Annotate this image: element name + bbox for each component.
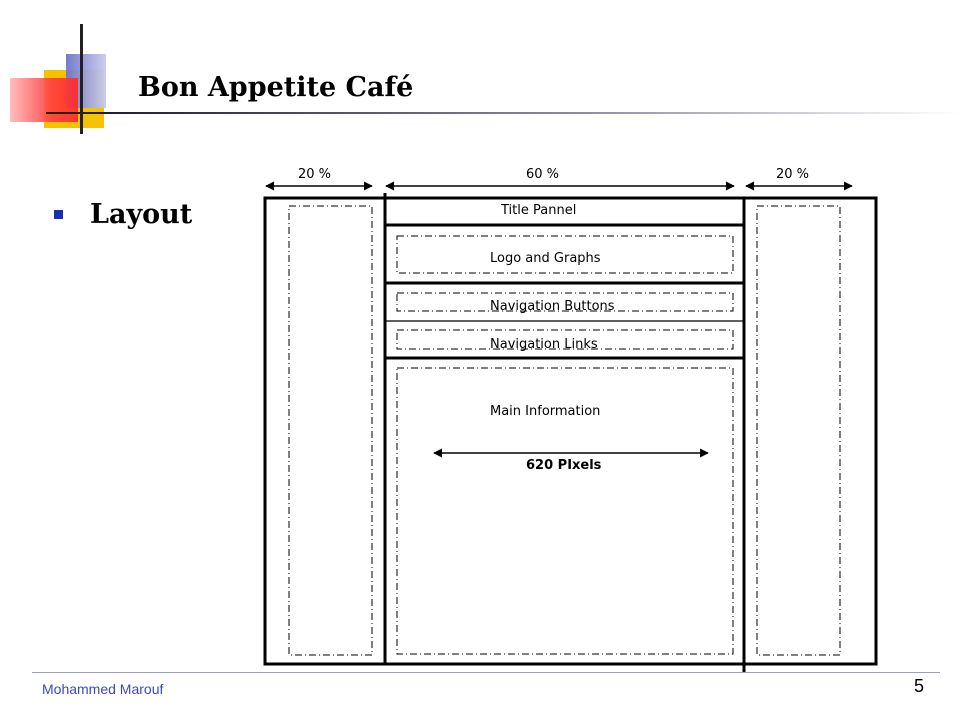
title-panel-label: Title Pannel <box>501 203 577 218</box>
navigation-links-label: Navigation Links <box>490 337 598 352</box>
main-information-label: Main Information <box>490 404 601 419</box>
content-width-label: 620 PIxels <box>526 458 602 473</box>
bullet-layout-text: Layout <box>90 199 193 230</box>
right-percent-label: 20 % <box>776 167 810 182</box>
footer-author: Mohammed Marouf <box>42 681 164 697</box>
page-number: 5 <box>914 676 925 696</box>
slide-title: Bon Appetite Café <box>138 72 414 103</box>
navigation-buttons-label: Navigation Buttons <box>490 299 615 314</box>
page-frame <box>265 198 876 664</box>
center-percent-label: 60 % <box>526 167 560 182</box>
right-sidebar-box <box>757 206 840 655</box>
logo-graphs-label: Logo and Graphs <box>490 251 601 266</box>
left-sidebar-box <box>289 206 372 655</box>
footer-divider <box>32 672 940 673</box>
left-percent-label: 20 % <box>298 167 332 182</box>
